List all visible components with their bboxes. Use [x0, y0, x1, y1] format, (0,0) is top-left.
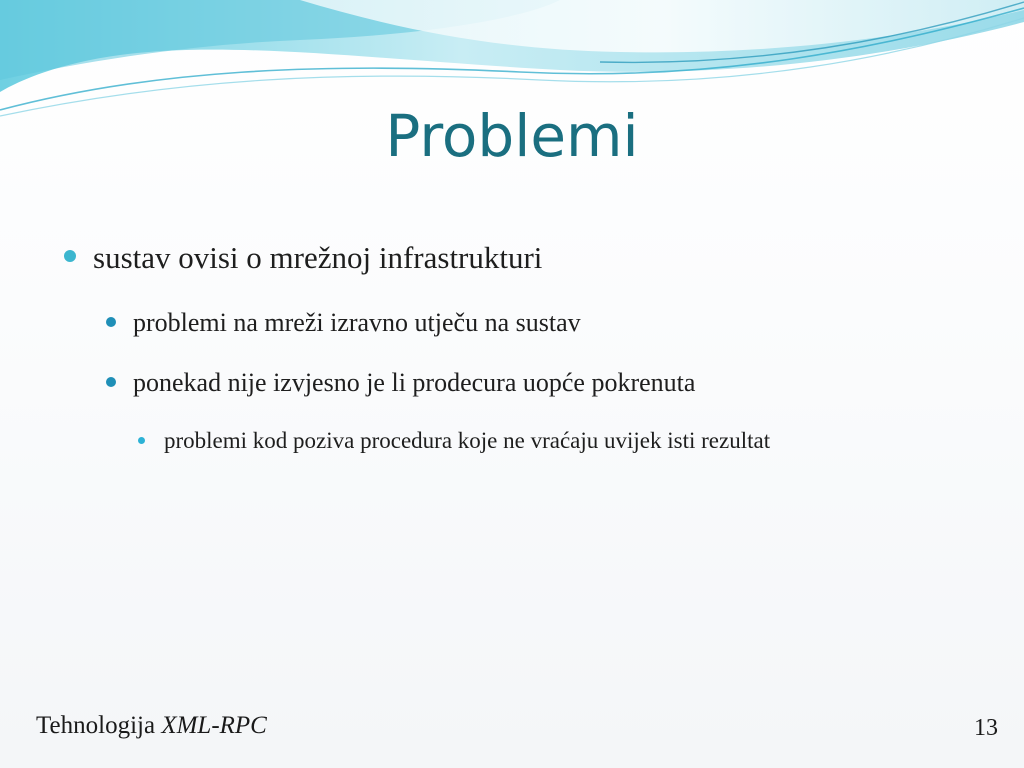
footer-title-plain: Tehnologija — [36, 712, 156, 739]
slide-number: 13 — [974, 715, 998, 741]
bullet-item-level2 — [106, 307, 581, 339]
bullet-text: problemi kod poziva procedura koje ne vraćaju uvijek isti rezultat — [164, 428, 771, 453]
bullet-dot-icon — [138, 437, 145, 444]
footer-title-italic: XML-RPC — [161, 712, 267, 739]
bullet-text: ponekad nije izvjesno je li prodecura uopće pokrenuta — [133, 368, 696, 397]
bullet-item-level1 — [64, 238, 542, 278]
bullet-item-level2 — [106, 367, 695, 399]
bullet-dot-icon — [106, 317, 116, 327]
slide-title: Problemi — [385, 102, 639, 170]
bullet-dot-icon — [64, 250, 76, 262]
bullet-text: sustav ovisi o mrežnoj infrastrukturi — [93, 240, 543, 275]
bullet-dot-icon — [106, 377, 116, 387]
bullet-text: problemi na mreži izravno utječu na sustav — [133, 308, 581, 337]
footer-presentation-title — [36, 710, 267, 742]
bullet-item-level3 — [138, 426, 770, 456]
